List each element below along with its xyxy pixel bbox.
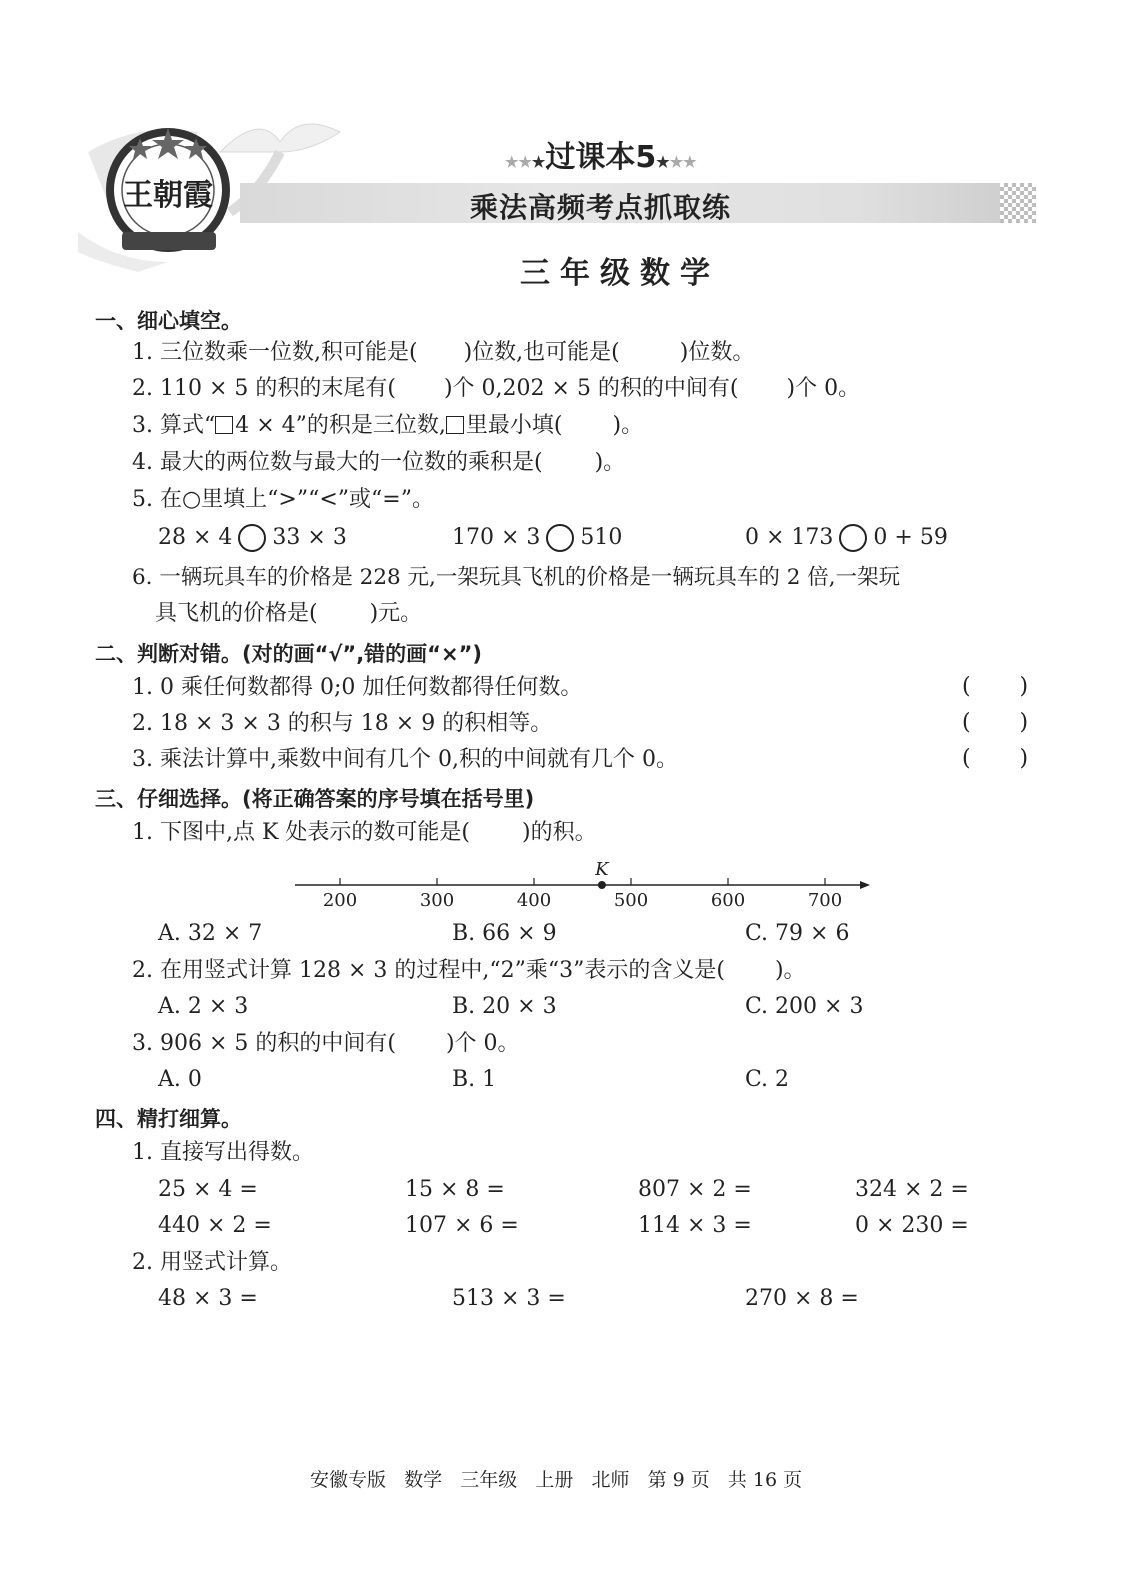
- option: C. 200 × 3: [745, 994, 864, 1019]
- section-heading: 二、判断对错。(对的画“√”,错的画“×”): [95, 642, 482, 666]
- question-2: 2. 110 × 5 的积的末尾有( )个 0,202 × 5 的积的中间有( )个 0。: [132, 376, 861, 401]
- calc-item: 0 × 230 =: [855, 1213, 969, 1238]
- subject-title: 三年级数学: [520, 256, 720, 291]
- page-footer: 安徽专版 数学 三年级 上册 北师 第 9 页 共 16 页: [310, 1469, 803, 1491]
- calc-item: 324 × 2 =: [855, 1177, 969, 1202]
- banner-title: 乘法高频考点抓取练: [470, 191, 732, 224]
- section-heading: 一、细心填空。: [95, 309, 242, 333]
- compare-item: 170 × 3 510: [452, 525, 623, 550]
- section-heading: 四、精打细算。: [95, 1107, 242, 1131]
- calc-item: 107 × 6 =: [405, 1213, 519, 1238]
- choose-question-2: 2. 在用竖式计算 128 × 3 的过程中,“2”乘“3”表示的含义是( )。: [132, 958, 806, 983]
- tick-label: 700: [807, 890, 843, 911]
- star-icon: ★: [683, 153, 697, 171]
- point-label: K: [595, 859, 609, 880]
- tick-label: 500: [613, 890, 649, 911]
- calc-item: 270 × 8 =: [745, 1286, 859, 1311]
- banner-pattern: [1000, 183, 1036, 223]
- square-box-icon: [215, 416, 233, 434]
- star-icon: ★: [531, 153, 546, 171]
- arrow-icon: [860, 881, 870, 889]
- calc-item: 48 × 3 =: [158, 1286, 258, 1311]
- answer-paren[interactable]: ( ): [962, 746, 1029, 771]
- calc-item: 807 × 2 =: [638, 1177, 752, 1202]
- choose-question-1: 1. 下图中,点 K 处表示的数可能是( )的积。: [132, 820, 597, 845]
- judge-item: 1. 0 乘任何数都得 0;0 加任何数都得任何数。: [132, 675, 583, 700]
- option: A. 2 × 3: [158, 994, 249, 1019]
- star-icon: ★: [518, 153, 532, 171]
- compare-item: 0 × 173 0 + 59: [745, 525, 948, 550]
- logo-text: 王朝霞: [123, 178, 213, 213]
- star-icon: ★: [656, 153, 670, 171]
- option: A. 32 × 7: [158, 921, 263, 946]
- question-3: 3. 算式“ 4 × 4”的积是三位数, 里最小填( )。: [132, 413, 644, 438]
- number-line-svg: [290, 855, 880, 915]
- calc-item: 25 × 4 =: [158, 1177, 258, 1202]
- option: C. 79 × 6: [745, 921, 850, 946]
- calc-item: 440 × 2 =: [158, 1213, 272, 1238]
- number-line: [290, 855, 880, 915]
- section-heading: 三、仔细选择。(将正确答案的序号填在括号里): [95, 787, 535, 811]
- compare-item: 28 × 4 33 × 3: [158, 525, 347, 550]
- option: C. 2: [745, 1067, 790, 1092]
- question-6: 6. 一辆玩具车的价格是 228 元,一架玩具飞机的价格是一辆玩具车的 2 倍,一架玩: [132, 565, 901, 590]
- circle-blank-icon[interactable]: [839, 524, 867, 552]
- calc-item: 15 × 8 =: [405, 1177, 505, 1202]
- star-icon: ★: [669, 153, 684, 171]
- option: B. 20 × 3: [452, 994, 557, 1019]
- calc-question-1: 1. 直接写出得数。: [132, 1140, 314, 1165]
- tick-label: 300: [419, 890, 455, 911]
- question-6-cont: 具飞机的价格是( )元。: [155, 601, 423, 626]
- calc-item: 513 × 3 =: [452, 1286, 566, 1311]
- calc-item: 114 × 3 =: [638, 1213, 752, 1238]
- option: A. 0: [158, 1067, 202, 1092]
- calc-question-2: 2. 用竖式计算。: [132, 1250, 292, 1275]
- tick-label: 200: [322, 890, 358, 911]
- star-icon: ★: [505, 153, 519, 171]
- option: B. 66 × 9: [452, 921, 557, 946]
- circle-blank-icon[interactable]: [238, 524, 266, 552]
- judge-item: 2. 18 × 3 × 3 的积与 18 × 9 的积相等。: [132, 711, 553, 736]
- point-k: [598, 881, 606, 889]
- tick-label: 400: [516, 890, 552, 911]
- question-1: 1. 三位数乘一位数,积可能是( )位数,也可能是( )位数。: [132, 340, 755, 365]
- question-5: 5. 在○里填上“>”“<”或“=”。: [132, 487, 434, 512]
- square-box-icon: [446, 416, 464, 434]
- judge-item: 3. 乘法计算中,乘数中间有几个 0,积的中间就有几个 0。: [132, 747, 678, 772]
- circle-blank-icon[interactable]: [546, 524, 574, 552]
- choose-question-3: 3. 906 × 5 的积的中间有( )个 0。: [132, 1031, 520, 1056]
- answer-paren[interactable]: ( ): [962, 674, 1029, 699]
- answer-paren[interactable]: ( ): [962, 710, 1029, 735]
- tick-label: 600: [710, 890, 746, 911]
- option: B. 1: [452, 1067, 497, 1092]
- lesson-heading: ★★★过课本5★★★: [505, 140, 697, 175]
- question-4: 4. 最大的两位数与最大的一位数的乘积是( )。: [132, 450, 626, 475]
